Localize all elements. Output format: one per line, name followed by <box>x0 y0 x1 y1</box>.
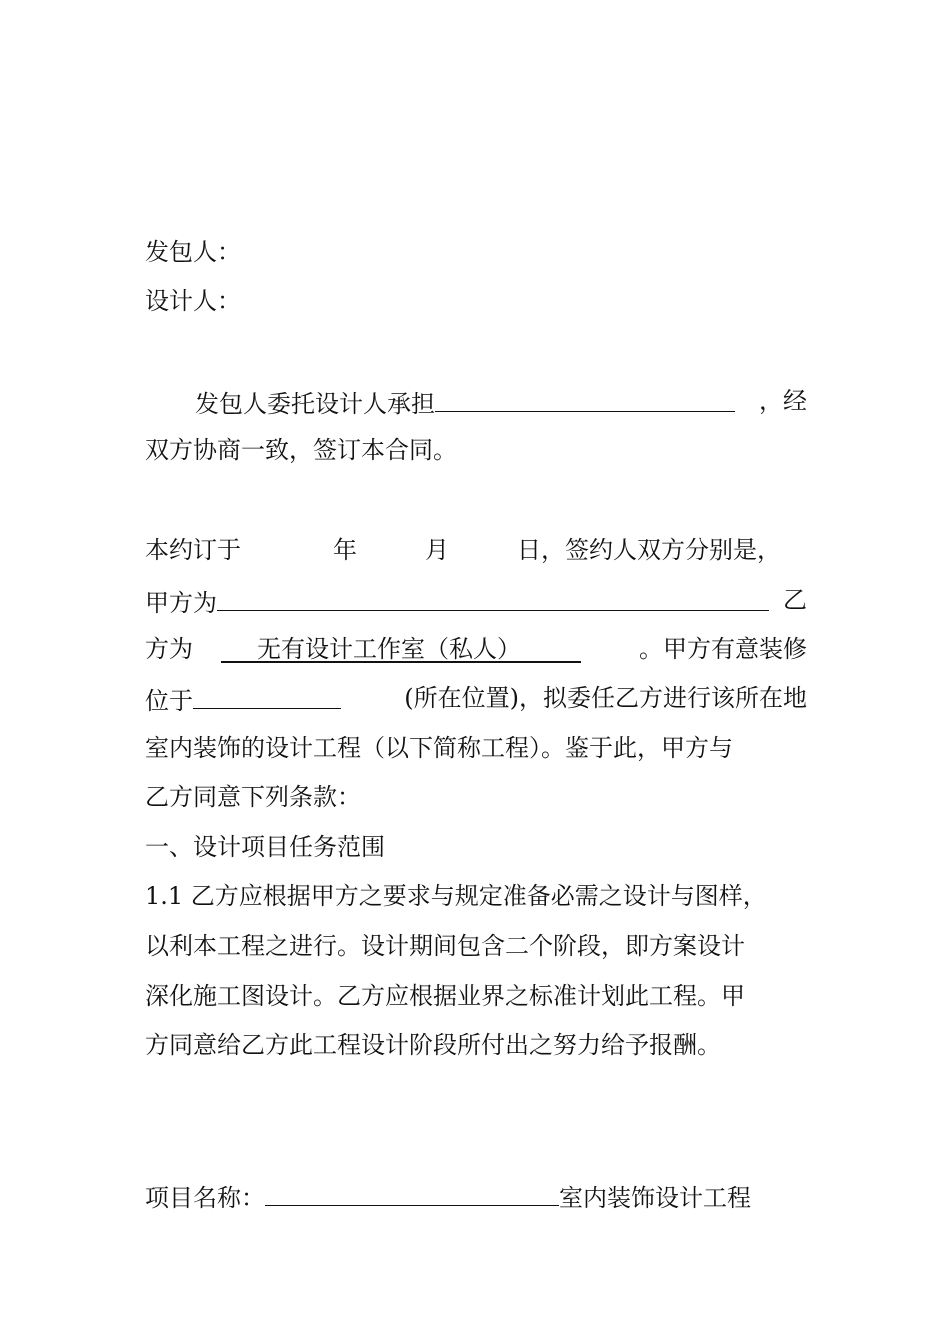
agreement-line-6: 乙方同意下列条款： <box>145 783 361 811</box>
party-a-label: 发包人： <box>145 238 241 266</box>
project-suffix: 室内装饰设计工程 <box>559 1184 751 1212</box>
intro-text-after: ，经 <box>759 387 807 415</box>
section-1-para-line: 以利本工程之进行。设计期间包含二个阶段，即方案设计 <box>145 932 745 960</box>
party-b-name: 无有设计工作室（私人） <box>257 635 521 663</box>
party-a-suffix: 乙 <box>783 586 807 614</box>
intro-line-1 <box>145 385 807 420</box>
party-b-line <box>145 633 807 665</box>
section-1-para-line: 方同意给乙方此工程设计阶段所付出之努力给予报酬。 <box>145 1031 721 1059</box>
intro-line-2: 双方协商一致，签订本合同。 <box>145 436 457 464</box>
project-name-line <box>145 1179 807 1214</box>
party-a-field: 甲方为 <box>145 584 769 619</box>
intro-text: 发包人委托设计人承担 <box>145 385 735 420</box>
location-blank <box>193 682 341 709</box>
party-a-line <box>145 584 807 619</box>
party-a-blank <box>217 584 769 611</box>
location-line <box>145 682 807 717</box>
section-1-para-line: 深化施工图设计。乙方应根据业界之标准计划此工程。甲 <box>145 982 745 1010</box>
section-1-para-line: 1.1 乙方应根据甲方之要求与规定准备必需之设计与图样， <box>145 882 767 910</box>
project-label: 项目名称： <box>145 1184 265 1212</box>
agreement-line-5: 室内装饰的设计工程（以下简称工程）。鉴于此，甲方与 <box>145 734 733 762</box>
party-b-field: 方为 无有设计工作室（私人） <box>145 633 581 665</box>
month-label: 月 <box>425 536 449 564</box>
year-label: 年 <box>333 536 357 564</box>
date-prefix: 本约订于 <box>145 536 241 564</box>
section-1-heading: 一、设计项目任务范围 <box>145 833 385 861</box>
party-b-suffix: 。甲方有意装修 <box>639 635 807 663</box>
day-suffix: 日，签约人双方分别是， <box>517 536 781 564</box>
party-b-label: 设计人： <box>145 287 241 315</box>
location-field: 位于 <box>145 682 341 717</box>
project-blank <box>265 1179 559 1206</box>
date-line <box>145 534 807 566</box>
location-suffix: (所在位置)，拟委任乙方进行该所在地 <box>404 684 807 712</box>
scope-blank <box>435 385 735 412</box>
